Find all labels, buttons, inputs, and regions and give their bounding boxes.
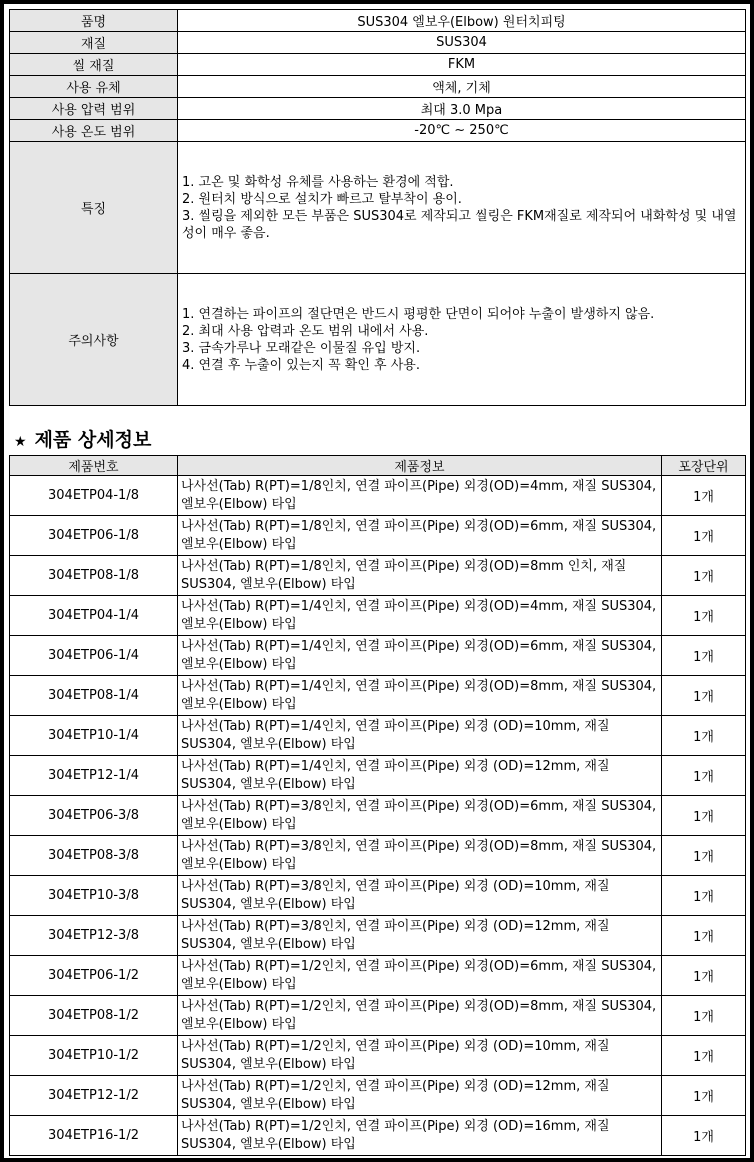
feature-item: 1. 고온 및 화학성 유체를 사용하는 환경에 적합. bbox=[182, 174, 454, 190]
product-code: 304ETP10-1/4 bbox=[10, 716, 178, 756]
header-info: 제품정보 bbox=[178, 456, 662, 476]
product-info: 나사선(Tab) R(PT)=1/4인치, 연결 파이프(Pipe) 외경 (OD)=12mm, 재질 SUS304, 엘보우(Elbow) 타입 bbox=[178, 756, 662, 796]
header-unit: 포장단위 bbox=[662, 456, 746, 476]
product-unit: 1개 bbox=[662, 876, 746, 916]
product-code: 304ETP12-1/4 bbox=[10, 756, 178, 796]
product-code: 304ETP06-1/8 bbox=[10, 516, 178, 556]
product-code: 304ETP12-1/2 bbox=[10, 1076, 178, 1116]
table-row bbox=[10, 1036, 746, 1076]
spec-table bbox=[9, 9, 746, 406]
caution-label: 주의사항 bbox=[10, 274, 178, 406]
product-code: 304ETP08-1/2 bbox=[10, 996, 178, 1036]
product-info: 나사선(Tab) R(PT)=1/4인치, 연결 파이프(Pipe) 외경(OD)=4mm, 재질 SUS304, 엘보우(Elbow) 타입 bbox=[178, 596, 662, 636]
spec-row-seal bbox=[10, 54, 746, 76]
spec-row-name bbox=[10, 10, 746, 32]
product-unit: 1개 bbox=[662, 1116, 746, 1156]
product-info: 나사선(Tab) R(PT)=3/8인치, 연결 파이프(Pipe) 외경 (OD)=12mm, 재질 SUS304, 엘보우(Elbow) 타입 bbox=[178, 916, 662, 956]
product-unit: 1개 bbox=[662, 596, 746, 636]
product-unit: 1개 bbox=[662, 676, 746, 716]
table-row bbox=[10, 796, 746, 836]
star-icon: ★ bbox=[14, 434, 27, 450]
spec-row-pressure bbox=[10, 98, 746, 120]
table-row bbox=[10, 876, 746, 916]
product-unit: 1개 bbox=[662, 636, 746, 676]
product-info: 나사선(Tab) R(PT)=3/8인치, 연결 파이프(Pipe) 외경 (OD)=10mm, 재질 SUS304, 엘보우(Elbow) 타입 bbox=[178, 876, 662, 916]
product-unit: 1개 bbox=[662, 996, 746, 1036]
table-row bbox=[10, 596, 746, 636]
spec-label: 사용 온도 범위 bbox=[10, 120, 178, 142]
product-code: 304ETP08-3/8 bbox=[10, 836, 178, 876]
spec-label: 재질 bbox=[10, 32, 178, 54]
table-row bbox=[10, 1116, 746, 1156]
product-code: 304ETP10-3/8 bbox=[10, 876, 178, 916]
product-code: 304ETP12-3/8 bbox=[10, 916, 178, 956]
spec-value: FKM bbox=[178, 54, 746, 76]
spec-row-temperature bbox=[10, 120, 746, 142]
product-unit: 1개 bbox=[662, 716, 746, 756]
product-code: 304ETP16-1/2 bbox=[10, 1116, 178, 1156]
feature-item: 2. 원터치 방식으로 설치가 빠르고 탈부착이 용이. bbox=[182, 191, 462, 207]
product-code: 304ETP04-1/8 bbox=[10, 476, 178, 516]
product-unit: 1개 bbox=[662, 476, 746, 516]
product-table bbox=[9, 455, 746, 1156]
product-code: 304ETP10-1/2 bbox=[10, 1036, 178, 1076]
product-info: 나사선(Tab) R(PT)=3/8인치, 연결 파이프(Pipe) 외경(OD)=6mm, 재질 SUS304, 엘보우(Elbow) 타입 bbox=[178, 796, 662, 836]
product-info: 나사선(Tab) R(PT)=1/8인치, 연결 파이프(Pipe) 외경(OD)=8mm 인치, 재질 SUS304, 엘보우(Elbow) 타입 bbox=[178, 556, 662, 596]
caution-list bbox=[178, 274, 746, 406]
caution-item: 3. 금속가루나 모래같은 이물질 유입 방지. bbox=[182, 340, 421, 356]
product-info: 나사선(Tab) R(PT)=1/4인치, 연결 파이프(Pipe) 외경 (OD)=10mm, 재질 SUS304, 엘보우(Elbow) 타입 bbox=[178, 716, 662, 756]
table-row bbox=[10, 1076, 746, 1116]
spec-value: 액체, 기체 bbox=[178, 76, 746, 98]
caution-item: 4. 연결 후 누출이 있는지 꼭 확인 후 사용. bbox=[182, 357, 420, 373]
spec-row-features bbox=[10, 142, 746, 274]
caution-item: 1. 연결하는 파이프의 절단면은 반드시 평평한 단면이 되어야 누출이 발생하지 않음. bbox=[182, 306, 655, 322]
caution-item: 2. 최대 사용 압력과 온도 범위 내에서 사용. bbox=[182, 323, 429, 339]
product-code: 304ETP08-1/8 bbox=[10, 556, 178, 596]
table-row bbox=[10, 676, 746, 716]
product-unit: 1개 bbox=[662, 556, 746, 596]
product-code: 304ETP08-1/4 bbox=[10, 676, 178, 716]
table-row bbox=[10, 956, 746, 996]
table-row bbox=[10, 716, 746, 756]
product-header-row bbox=[10, 456, 746, 476]
product-unit: 1개 bbox=[662, 1076, 746, 1116]
table-row bbox=[10, 836, 746, 876]
spec-label: 품명 bbox=[10, 10, 178, 32]
product-unit: 1개 bbox=[662, 836, 746, 876]
spec-value: SUS304 bbox=[178, 32, 746, 54]
product-info: 나사선(Tab) R(PT)=1/4인치, 연결 파이프(Pipe) 외경(OD)=6mm, 재질 SUS304, 엘보우(Elbow) 타입 bbox=[178, 636, 662, 676]
product-info: 나사선(Tab) R(PT)=1/2인치, 연결 파이프(Pipe) 외경 (OD)=10mm, 재질 SUS304, 엘보우(Elbow) 타입 bbox=[178, 1036, 662, 1076]
section-title bbox=[14, 425, 151, 452]
header-code: 제품번호 bbox=[10, 456, 178, 476]
table-row bbox=[10, 996, 746, 1036]
product-unit: 1개 bbox=[662, 516, 746, 556]
table-row bbox=[10, 516, 746, 556]
product-info: 나사선(Tab) R(PT)=3/8인치, 연결 파이프(Pipe) 외경(OD)=8mm, 재질 SUS304, 엘보우(Elbow) 타입 bbox=[178, 836, 662, 876]
features-label: 특징 bbox=[10, 142, 178, 274]
product-info: 나사선(Tab) R(PT)=1/4인치, 연결 파이프(Pipe) 외경(OD)=8mm, 재질 SUS304, 엘보우(Elbow) 타입 bbox=[178, 676, 662, 716]
spec-value: SUS304 엘보우(Elbow) 원터치피팅 bbox=[178, 10, 746, 32]
section-title-text: 제품 상세정보 bbox=[34, 429, 152, 451]
product-info: 나사선(Tab) R(PT)=1/2인치, 연결 파이프(Pipe) 외경 (OD)=16mm, 재질 SUS304, 엘보우(Elbow) 타입 bbox=[178, 1116, 662, 1156]
spec-row-fluid bbox=[10, 76, 746, 98]
product-unit: 1개 bbox=[662, 796, 746, 836]
table-row bbox=[10, 756, 746, 796]
product-code: 304ETP06-1/2 bbox=[10, 956, 178, 996]
product-unit: 1개 bbox=[662, 756, 746, 796]
spec-label: 사용 유체 bbox=[10, 76, 178, 98]
product-code: 304ETP04-1/4 bbox=[10, 596, 178, 636]
table-row bbox=[10, 636, 746, 676]
spec-label: 씰 재질 bbox=[10, 54, 178, 76]
table-row bbox=[10, 476, 746, 516]
spec-value: 최대 3.0 Mpa bbox=[178, 98, 746, 120]
spec-label: 사용 압력 범위 bbox=[10, 98, 178, 120]
product-info: 나사선(Tab) R(PT)=1/2인치, 연결 파이프(Pipe) 외경(OD)=8mm, 재질 SUS304, 엘보우(Elbow) 타입 bbox=[178, 996, 662, 1036]
features-list bbox=[178, 142, 746, 274]
table-row bbox=[10, 556, 746, 596]
product-info: 나사선(Tab) R(PT)=1/8인치, 연결 파이프(Pipe) 외경(OD)=6mm, 재질 SUS304, 엘보우(Elbow) 타입 bbox=[178, 516, 662, 556]
spec-row-material bbox=[10, 32, 746, 54]
product-unit: 1개 bbox=[662, 956, 746, 996]
table-row bbox=[10, 916, 746, 956]
product-info: 나사선(Tab) R(PT)=1/8인치, 연결 파이프(Pipe) 외경(OD)=4mm, 재질 SUS304, 엘보우(Elbow) 타입 bbox=[178, 476, 662, 516]
product-code: 304ETP06-1/4 bbox=[10, 636, 178, 676]
feature-item: 3. 씰링을 제외한 모든 부품은 SUS304로 제작되고 씰링은 FKM재질로 제작되어 내화학성 및 내열성이 매우 좋음. bbox=[182, 208, 737, 241]
product-info: 나사선(Tab) R(PT)=1/2인치, 연결 파이프(Pipe) 외경 (OD)=12mm, 재질 SUS304, 엘보우(Elbow) 타입 bbox=[178, 1076, 662, 1116]
product-unit: 1개 bbox=[662, 916, 746, 956]
product-code: 304ETP06-3/8 bbox=[10, 796, 178, 836]
spec-value: -20℃ ~ 250℃ bbox=[178, 120, 746, 142]
product-unit: 1개 bbox=[662, 1036, 746, 1076]
spec-row-cautions bbox=[10, 274, 746, 406]
product-info: 나사선(Tab) R(PT)=1/2인치, 연결 파이프(Pipe) 외경(OD)=6mm, 재질 SUS304, 엘보우(Elbow) 타입 bbox=[178, 956, 662, 996]
